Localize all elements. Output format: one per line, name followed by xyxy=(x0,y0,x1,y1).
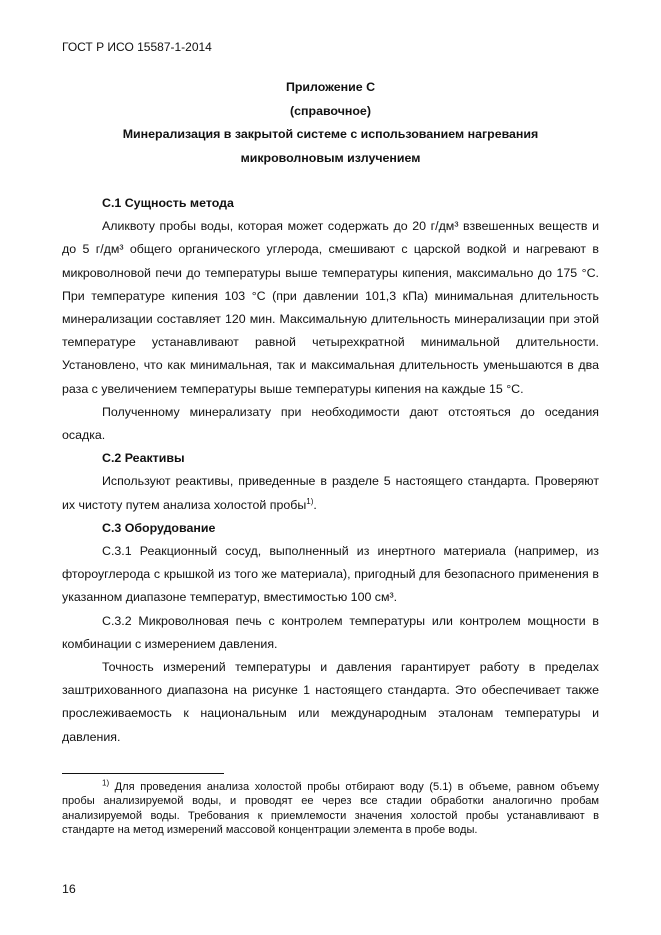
paragraph-c2-text: Используют реактивы, приведенные в разделе 5 настоящего стандарта. Проверяют их чистоту путем анализа холостой пробы xyxy=(62,474,599,512)
page-number: 16 xyxy=(62,882,76,896)
paragraph-c2-end: . xyxy=(313,497,317,512)
footnote-text: Для проведения анализа холостой пробы отбирают воду (5.1) в объеме, равном объему пробы анализируемой воды, и проводят ее через все стадии обработки аналогично пробам анализируемой воды. Требования к приемлемости значения холостой пробы устанавливают в стандарте на метод измерений массовой концентрации элемента в пробе воды. xyxy=(62,781,599,837)
footnote-marker: 1) xyxy=(102,778,110,788)
appendix-label: Приложение С xyxy=(285,80,376,94)
footnote xyxy=(62,780,599,838)
paragraph-c2-reagents xyxy=(62,470,599,516)
appendix-heading xyxy=(62,76,599,170)
appendix-title-line-1: Минерализация в закрытой системе с использованием нагревания xyxy=(122,127,539,141)
paragraph-c3-1: С.3.1 Реакционный сосуд, выполненный из инертного материала (например, из фтороуглерода с крышкой из того же материала), пригодный для безопасного применения в указанном диапазоне температур, вместимостью 100 см³. xyxy=(62,544,599,605)
section-heading-c2: С.2 Реактивы xyxy=(102,451,185,466)
section-heading-c3: С.3 Оборудование xyxy=(102,520,216,535)
paragraph-c1-method: Аликвоту пробы воды, которая может содержать до 20 г/дм³ взвешенных веществ и до 5 г/дм³ общего органического углерода, смешивают с царской водкой и нагревают в микроволновой печи до температуры выше температуры кипения, максимально до 175 °С. При температуре кипения 103 °С (при давлении 101,3 кПа) минимальная длительность минерализации составляет 120 мин. Максимальную длительность минерализации при этой температуре устанавливают равной четырехкратной минимальной длительности. Установлено, что как минимальная, так и максимальная длительность уменьшаются в два раза с увеличением температуры выше температуры кипения на каждые 15 °С. xyxy=(62,219,599,396)
paragraph-c1-settling: Полученному минерализату при необходимости дают отстояться до оседания осадка. xyxy=(62,404,599,443)
section-heading-c1: С.1 Сущность метода xyxy=(102,196,234,210)
document-code: ГОСТ Р ИСО 15587-1-2014 xyxy=(62,40,212,54)
document-body xyxy=(62,192,599,749)
paragraph-c3-2: С.3.2 Микроволновая печь с контролем температуры или контролем мощности в комбинации с измерением давления. xyxy=(62,613,599,651)
footnote-divider xyxy=(62,773,224,774)
footnote-reference: 1) xyxy=(306,496,314,506)
appendix-title-line-2: микроволновым излучением xyxy=(240,150,421,165)
paragraph-c3-accuracy: Точность измерений температуры и давления гарантирует работу в пределах заштрихованного диапазона на рисунке 1 настоящего стандарта. Это обеспечивает также прослеживаемость к национальным или международным эталонам температуры и давления. xyxy=(62,660,599,744)
appendix-type: (справочное) xyxy=(290,103,371,118)
